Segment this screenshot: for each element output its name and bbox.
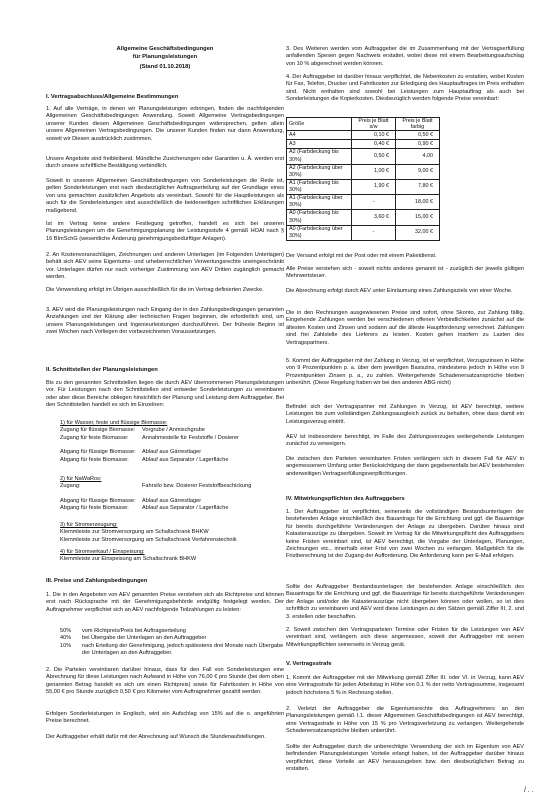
interface-value: Annahmestelle für Feststoffe / Dosierer: [142, 434, 239, 441]
interface-c-heading: 3) für Stromerzeugung:: [60, 522, 118, 528]
s5-paragraph-3: Sollte der Auftraggeber durch die unberechtigte Verwendung der sich im Eigentum von AEV befindenden Planungsleistungen Vorteile erlangt haben, ist der Auftraggeber darüber hinaus verpflichtet, diese Vorteile an AEV herauszugeben bzw. den diesbezüglichen Betrag zu erstatten.: [286, 744, 524, 773]
s3-paragraph-3: Erfolgen Sonderleistungen in Englisch, wird ein Aufschlag von 15% auf die o. angeführten Preise berechnet.: [46, 711, 284, 725]
section-3-heading: III. Preise und Zahlungsbedingungen: [46, 578, 148, 584]
table-cell-size: A2 (Farbdeckung über 30%): [287, 164, 352, 179]
table-cell-price-bw: 0,10 €: [352, 131, 396, 140]
table-cell-price-color: 0,90 €: [396, 140, 440, 149]
s5-paragraph-2: 2. Verletzt der Auftraggeber die Eigentumsrechte des Auftragnehmers an den Planungsleistungen gemäß I.1. dieser Allgemeinen Geschäftsbedingungen ist AEV berechtigt, eine Vertragsstrafe in Höhe von 15 % pro Vertragsverletzung zu verlangen. Weitergehende Schadenersatzansprüche bleiben unberührt.: [286, 706, 524, 735]
title-line-3: (Stand 01.10.2018): [139, 64, 191, 71]
s5-paragraph-1: 1. Kommt der Auftraggeber mit der Mitwirkung gemäß Ziffer III. oder VI. in Verzug, kann AEV eine Vertragsstrafe für jeden Arbeitstag in Höhe von 0,1 % der netto Vertragssumme, insgesamt jedoch höchstens 5 % in Rechnung stellen.: [286, 675, 524, 696]
table-cell-price-color: 32,00 €: [396, 225, 440, 240]
interface-value: Ablauf aus Separator / Lagerfläche: [142, 456, 229, 463]
section-1-heading: I. Vertragsabschluss/Allgemeine Bestimmungen: [46, 94, 179, 100]
column-header-color-line2: farbig: [410, 124, 425, 131]
s3-paragraph-10: Die in den Rechnungen ausgewiesenen Preise sind sofort, ohne Skonto, zur Zahlung fällig. Eingehende Zahlungen werden bei verschiedenen offenen Verbindlichkeiten zunächst auf die ältesten Kosten und Zinsen und sodann auf die älteste Hauptforderung verrechnet. Zahlungen sind frei Zahlstelle des Lieferers zu leisten. Kosten gehen insofern zu Lasten des Vertragspartners.: [286, 310, 524, 346]
section-1: [46, 94, 284, 102]
section-4: [286, 496, 524, 504]
table-cell-size: A4: [287, 131, 352, 140]
copy-price-table: [286, 117, 440, 241]
installment-text: bei Übergabe der Unterlagen an den Auftraggeber: [82, 635, 207, 642]
s1-paragraph-6: Die Verwendung erfolgt im Übrigen ausschließlich für die im Vertrag definierten Zwecke.: [46, 287, 264, 293]
table-row: [287, 149, 440, 164]
s3-paragraph-9: Die Abrechnung erfolgt durch AEV unter Einräumung eines Zahlungsziels von einer Woche.: [286, 288, 513, 294]
installment-text: nach Erteilung der Genehmigung, jedoch spätestens drei Monate nach Übergabe der Unterlagen an den Auftraggeber.: [82, 642, 284, 657]
interface-value: Ablauf aus Separator / Lagerfläche: [142, 505, 229, 512]
s3-paragraph-6: 4. Der Auftraggeber ist darüber hinaus verpflichtet, die Nebenkosten zu erstatten, wobei Kosten für Fax, Telefon, Drucker und Fahrtkosten zur Erledigung des Hauptauftrages im Preis enthalten sind. Nicht enthalten sind sowohl bei Leistungen zum Hauptauftrag als auch bei Sonderleistungen die Kopierkosten. Diesbezüglich werden folgende Preise vereinbart:: [286, 74, 524, 103]
s1-paragraph-2: Unsere Angebote sind freibleibend. Mündliche Zusicherungen oder Garantien u. Ä. werden erst durch unsere schriftliche Bestätigung verbindlich.: [46, 156, 284, 170]
interface-row: [46, 435, 284, 442]
s3-paragraph-12: Befindet sich der Vertragspartner mit Zahlungen in Verzug, ist AEV berechtigt, weitere Leistungen bis zum vollständigen Zahlungsausgleich zurück zu behalten, ohne dass damit ein Leistungsverzug eintritt.: [286, 404, 524, 425]
document-title: [46, 46, 284, 72]
s3-paragraph-11: 5. Kommt der Auftraggeber mit der Zahlung in Verzug, ist er verpflichtet, Verzugszinsen in Höhe von 9 Prozentpunkten p. a. über dem jeweiligen Basiszins, mindestens jedoch in Höhe von 9 Prozentpunkten Zinsen p. a., zu zahlen. Weitergehende Schadenersatzansprüche bleiben unberührt. (Diese Regelung haben wir bei den anderen ABG nicht): [286, 358, 524, 387]
interface-a-heading: 1) für Wasser, feste und flüssige Biomasse:: [60, 420, 168, 426]
section-2-heading: II. Schnittstellen der Planungsleistungen: [46, 367, 158, 373]
interface-key: Zugang für feste Biomasse:: [60, 434, 129, 441]
installment-percent: 50%: [60, 628, 72, 634]
table-cell-price-color: 18,00 €: [396, 195, 440, 210]
interface-line: Klemmleiste zur Stromversorgung am Schaltschrank BHKW: [60, 529, 209, 536]
installment-text: vom Richtpreis/Preis bei Auftragserteilung: [82, 628, 186, 634]
title-line-1: Allgemeine Geschäftsbedingungen: [116, 46, 214, 52]
table-cell-size: A0 (Farbdeckung über 30%): [287, 225, 352, 240]
section-3: [46, 578, 284, 586]
installment-percent: 10%: [60, 642, 72, 649]
table-cell-price-bw: 0,40 €: [352, 140, 396, 149]
table-cell-price-color: 15,00 €: [396, 210, 440, 225]
interface-row: [46, 449, 284, 456]
s3-paragraph-7: Der Versand erfolgt mit der Post oder mit einem Paketdienst.: [286, 253, 437, 259]
s1-paragraph-3: Soweit in unseren Allgemeinen Geschäftsbedingungen von Sonderleistungen die Rede ist, gelten Sonderleistungen erst nach diesbezüglicher Auftragserteilung auf der Grundlage eines von uns gemachten zusätzlichen Angebots als vereinbart. Sowohl für die Hauptleistungen als auch für die Sonderleistungen sind ausschließlich die beiderseitigen schriftlichen Erklärungen maßgebend.: [46, 178, 284, 214]
table-cell-price-bw: 0,50 €: [352, 149, 396, 164]
interface-key: Abgang für flüssige Biomasse:: [60, 449, 136, 456]
installment-row: [46, 643, 284, 658]
interface-value: Ablauf aus Gärrestlager: [142, 449, 202, 456]
table-row: [287, 225, 440, 240]
table-cell-price-bw: 1,00 €: [352, 164, 396, 179]
section-2: [46, 367, 284, 375]
column-header-color: [396, 118, 440, 131]
section-5-heading: V. Vertragsstrafe: [286, 661, 332, 667]
s3-paragraph-5: 3. Des Weiteren werden vom Auftraggeber die im Zusammenhang mit der Vertragserfüllung anfallenden Spesen gegen Nachweis erstattet, wobei diese mit einem Bearbeitungsaufschlag von 10 % abgerechnet werden können.: [286, 46, 524, 67]
s3-paragraph-8: Alle Preise verstehen sich - soweit nichts anderes genannt ist - zuzüglich der jeweils gültigen Mehrwertsteuer.: [286, 266, 524, 280]
table-row: [287, 131, 440, 140]
table-cell-size: A0 (Farbdeckung bis 30%): [287, 210, 352, 225]
s3-paragraph-2: 2. Die Parteien vereinbaren darüber hinaus, dass für den Fall von Sonderleistungen eine Abrechnung für diese Leistungen nach Aufwand in Höhe von 76,00 € pro Stunde (bei dem oben genannten Betrag handelt es sich um einen Richtpreis) sowie für Fahrtkosten in Höhe von 55,00 € pro Stunde zuzüglich 0,50 € pro Kilometer vom Auftragnehmer gezahlt werden.: [46, 667, 284, 696]
s4-paragraph-1: 1. Der Auftraggeber ist verpflichtet, seinerseits die vollständigen Bestandsunterlagen der bestehenden Anlage einschließlich des Bauantrags für die Errichtung und ggf. die Bauanträge für bereits durchgeführte Veränderungen der Anlage zu übergeben. Darüber hinaus sind Katasterauszüge zu übergeben. Soweit im Vertrag für die Mitwirkungspflicht des Auftraggebers keine Fristen vereinbart sind, ist AEV berechtigt, die Vorgabe der Unterlagen, Planungen, Zeichnungen etc., innerhalb einer Frist von zwei Wochen zu verlangen. Maßgeblich für die Fristberechnung ist der Zugang der Aufforderung. Die Anforderung kann per E-Mail erfolgen.: [286, 509, 524, 560]
interface-key: Abgang für feste Biomasse:: [60, 505, 129, 512]
interface-row: [46, 505, 284, 512]
column-header-size: Größe: [287, 118, 352, 131]
section-4-heading: IV. Mitwirkungspflichten des Auftraggebers: [286, 496, 405, 502]
interface-row: [46, 427, 284, 434]
interface-key: Abgang für feste Biomasse:: [60, 456, 129, 463]
table-row: [287, 164, 440, 179]
table-header-row: [287, 118, 440, 131]
s3-paragraph-14: Die zwischen den Parteien vereinbarten Fristen verlängern sich in diesem Fall für AEV in angemessenem Umfang unter Berücksichtigung der dann gegebenenfalls bei AEV bestehenden anderweitigen Vertragserfüllungsverpflichtungen.: [286, 456, 524, 477]
table-cell-price-color: 7,80 €: [396, 179, 440, 194]
table-row: [287, 179, 440, 194]
section-5: [286, 661, 524, 669]
interface-value: Vorgrube / Anmischgrube: [142, 427, 205, 434]
s1-paragraph-4: Ist im Vertrag keine andere Festlegung getroffen, handelt es sich bei unseren Planungsleistungen um die Genehmigungsplanung der Leistungsstufe 4 gemäß HOAI nach § 16 BImSchG (wesentliche Änderung genehmigungsbedürftiger Anlagen).: [46, 221, 284, 242]
column-header-bw-line2: s/w: [369, 124, 378, 131]
s3-paragraph-4: Der Auftraggeber erhält dafür mit der Abrechnung auf Wunsch die Stundenaufstellungen.: [46, 734, 266, 740]
interface-power-generation: [46, 522, 284, 544]
table-cell-price-bw: 3,60 €: [352, 210, 396, 225]
table-cell-price-bw: 1,90 €: [352, 179, 396, 194]
s4-paragraph-3: 2. Soweit zwischen den Vertragsparteien Termine oder Fristen für die Leistungen von AEV vereinbart sind, verlängern sich diese angemessen, soweit der Auftraggeber mit seinen Mitwirkungspflichten seinerseits in Verzug gerät.: [286, 627, 524, 648]
column-header-bw-line1: Preis je Blatt: [358, 118, 389, 124]
interface-water-biomass: [46, 420, 284, 464]
interface-key: Zugang:: [60, 483, 81, 490]
s1-paragraph-1: 1. Auf alle Verträge, in denen wir Planungsleistungen erbringen, finden die nachfolgenden Allgemeinen Geschäftsbedingungen Anwendung. Soweit Allgemeine Vertragsbedingungen unserer Kunden diesen Allgemeinen Geschäftsbedingungen widersprechen, gelten allein unsere Allgemeinen Vertragsbedingungen. Die unserer Kunden finden nur dann Anwendung, soweit wir Diesen ausdrücklich zustimmen.: [46, 106, 284, 142]
column-header-bw: [352, 118, 396, 131]
installment-list: [46, 628, 284, 658]
table-cell-price-bw: -: [352, 225, 396, 240]
table-row: [287, 195, 440, 210]
table-cell-size: A1 (Farbdeckung bis 30%): [287, 179, 352, 194]
table-cell-price-bw: -: [352, 195, 396, 210]
installment-row: [46, 635, 284, 642]
interface-d-heading: 4) für Stromverkauf / Einspeisung:: [60, 549, 145, 555]
title-line-2: für Planungsleistungen: [132, 53, 198, 60]
s1-paragraph-5: 2. An Kostenvoranschlägen, Zeichnungen und anderen Unterlagen (im Folgenden Unterlagen) behält sich AEV seine Eigentums- und urheberrechtlichen Verwertungsrechte uneingeschränkt vor. Unterlagen dürfen nur nach vorheriger Zustimmung von AEV Dritten zugänglich gemacht werden.: [46, 252, 284, 281]
interface-value: Ablauf aus Gärrestlager: [142, 497, 202, 504]
table-body: [287, 131, 440, 241]
installment-percent: 40%: [60, 635, 72, 642]
column-header-color-line1: Preis je Blatt: [402, 118, 433, 124]
s4-paragraph-2: Sollte der Auftraggeber Bestandsunterlagen der bestehenden Anlage einschließlich des Bauantrags für die Errichtung und ggf. die Bauanträge für bereits durchgeführte Veränderungen der Anlage und/oder die Katasterauszüge nicht übergeben können oder wollen, so ist dies schriftlich zu vereinbaren und AEV wird diese Leistungen zu den Sätzen gemäß Ziffer III, 2. und 3. erstellen oder beschaffen.: [286, 584, 524, 620]
interface-nawaros: [46, 476, 284, 513]
s1-paragraph-7: 3. AEV wird die Planungsleistungen nach Eingang der in den Zahlungsbedingungen genannten Anzahlungen und der Klärung aller technischen Fragen beginnen, die erforderlich sind, um unsere Planungsleistungen und Ingenieurleistungen durchzuführen. Der früheste Beginn ist zwei Wochen nach Vorliegen der vorbezeichneten Voraussetzungen.: [46, 307, 284, 336]
interface-row: [46, 498, 284, 505]
interface-power-sale: [46, 549, 284, 564]
interface-value: Fahrsilo bzw. Dosierer Feststoffbeschickung: [142, 483, 252, 490]
table-cell-price-color: 4,00: [396, 149, 440, 164]
table-row: [287, 210, 440, 225]
interface-key: Zugang für flüssige Biomasse:: [60, 427, 136, 434]
interface-row: [46, 483, 284, 490]
interface-b-heading: 2) für NaWaRos:: [60, 476, 102, 482]
interface-row: [46, 457, 284, 464]
table-cell-size: A1 (Farbdeckung über 30%): [287, 195, 352, 210]
interface-line: Klemmleiste zur Stromversorgung am Schaltschrank Verfahrenstechnik: [60, 536, 237, 543]
s2-paragraph-1: Bis zu den genannten Schnittstellen liegen die durch AEV übernommenen Planungsleistungen vor. Für Leistungen nach den Schnittstellen sind entweder Sonderleistungen zu vereinbaren oder aber diese Bereiche obliegen hinsichtlich der Planung und Leistung dem Auftraggeber. Bei den Schnittstellen handelt es sich im Einzelnen:: [46, 380, 284, 409]
table-cell-price-color: 9,00 €: [396, 164, 440, 179]
page-continued-mark: / . .: [524, 787, 534, 794]
table-cell-size: A3: [287, 140, 352, 149]
s3-paragraph-13: AEV ist insbesondere berechtigt, im Falle des Zahlungsverzuges weitergehende Leistungen zunächst zu verweigern.: [286, 434, 524, 448]
table-cell-price-color: 0,50 €: [396, 131, 440, 140]
interface-line: Klemmleiste zur Einspeisung am Schaltschrank BHKW: [60, 556, 197, 563]
table-row: [287, 140, 440, 149]
interface-key: Abgang für flüssige Biomasse:: [60, 497, 136, 504]
s3-paragraph-1: 1. Die in den Angeboten von AEV genannten Preise verstehen sich als Richtpreise und können erst nach Rücksprache mit der Genehmigungsbehörde endgültig festgelegt werden. Der Auftragnehmer verpflichtet sich an AEV nachfolgende Teilzahlungen zu leisten:: [46, 592, 284, 613]
table-cell-size: A2 (Farbdeckung bis 30%): [287, 149, 352, 164]
